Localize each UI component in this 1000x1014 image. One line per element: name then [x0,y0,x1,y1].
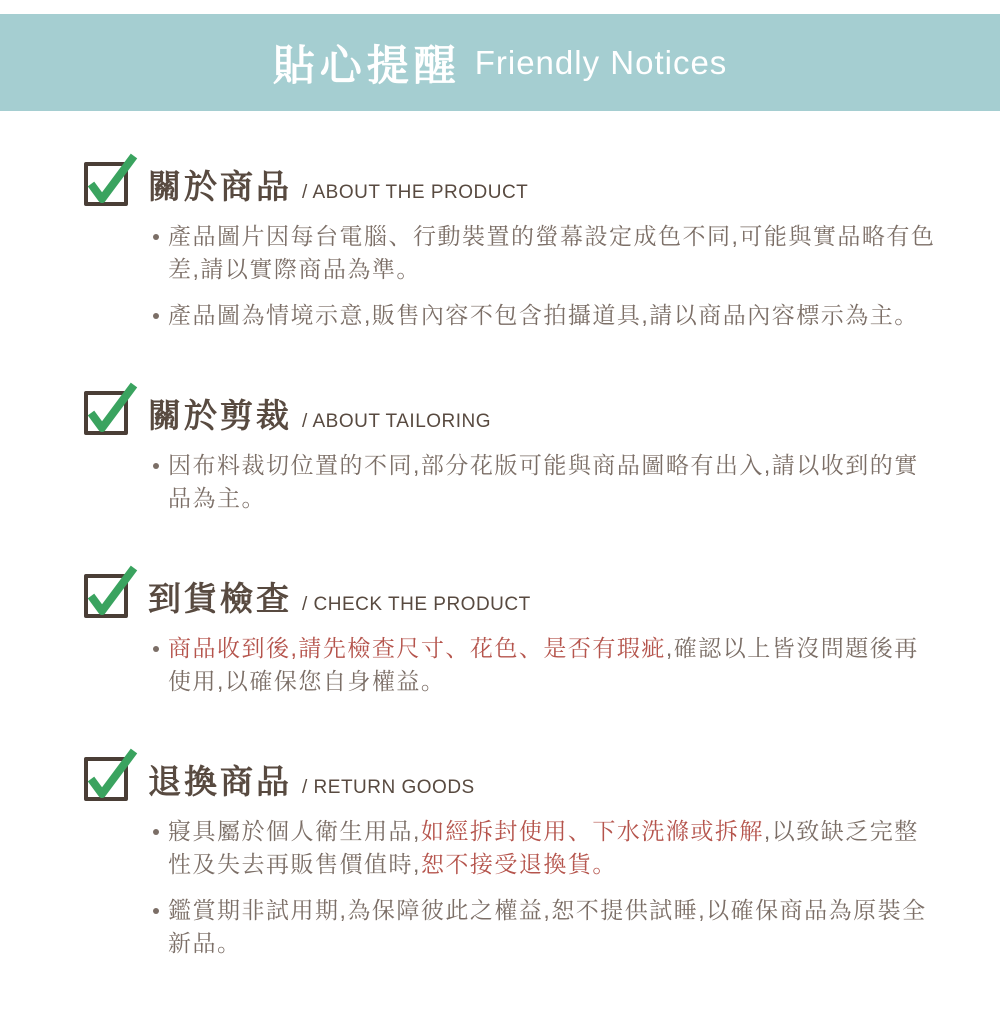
bullet-text-segment: ,確認以上皆沒問題後再使用,以確保您自身權益。 [168,635,919,694]
section-header [84,390,960,436]
bullet-text-segment: 恕不接受退換貨。 [420,851,617,877]
bullet-text-segment: 產品圖為情境示意,販售內容不包含拍攝道具,請以商品內容標示為主。 [168,302,919,328]
checkbox-checkmark-icon [84,391,128,435]
bullet-item [152,632,940,698]
bullet-text-segment: 如經拆封使用、下水洗滌或拆解 [420,818,764,844]
notice-banner [0,14,1000,111]
bullet-list [152,449,960,515]
section-return-goods [84,756,960,960]
section-header [84,573,960,619]
bullet-item [152,894,940,960]
bullet-text-segment: 商品收到後,請先檢查尺寸、花色、是否有瑕疵 [168,635,666,661]
bullet-list [152,220,960,332]
banner-title: 貼心提醒 [272,41,461,89]
section-title-zh: 關於剪裁 [148,396,292,434]
bullet-item [152,220,940,286]
section-title [148,390,491,437]
section-title [148,756,475,803]
section-header [84,161,960,207]
bullet-list [152,632,960,698]
section-title-en: / RETURN GOODS [302,776,475,798]
section-title-zh: 關於商品 [148,167,292,205]
section-title-zh: 退換商品 [148,762,292,800]
section-header [84,756,960,802]
bullet-item [152,299,940,332]
section-title-en: / ABOUT THE PRODUCT [302,181,529,203]
bullet-text-segment: 寢具屬於個人衛生用品, [168,818,421,844]
bullet-item [152,449,940,515]
bullet-text-segment: 因布料裁切位置的不同,部分花版可能與商品圖略有出入,請以收到的實品為主。 [168,452,919,511]
section-title-en: / CHECK THE PRODUCT [302,593,531,615]
checkbox-checkmark-icon [84,162,128,206]
section-title-zh: 到貨檢查 [148,579,292,617]
bullet-text-segment: ,以致缺乏完整性及失去再販售價值時, [168,818,919,877]
checkbox-checkmark-icon [84,757,128,801]
bullet-item [152,815,940,881]
section-about-tailoring [84,390,960,515]
section-check-product [84,573,960,698]
banner-subtitle: Friendly Notices [474,43,728,81]
notice-content [0,161,1000,960]
checkbox-checkmark-icon [84,574,128,618]
bullet-text-segment: 產品圖片因每台電腦、行動裝置的螢幕設定成色不同,可能與實品略有色差,請以實際商品為準。 [168,223,936,282]
section-title [148,161,528,208]
bullet-text-segment: 鑑賞期非試用期,為保障彼此之權益,恕不提供試睡,以確保商品為原裝全新品。 [168,897,927,956]
section-title-en: / ABOUT TAILORING [302,410,492,432]
section-about-product [84,161,960,332]
bullet-list [152,815,960,960]
section-title [148,573,531,620]
